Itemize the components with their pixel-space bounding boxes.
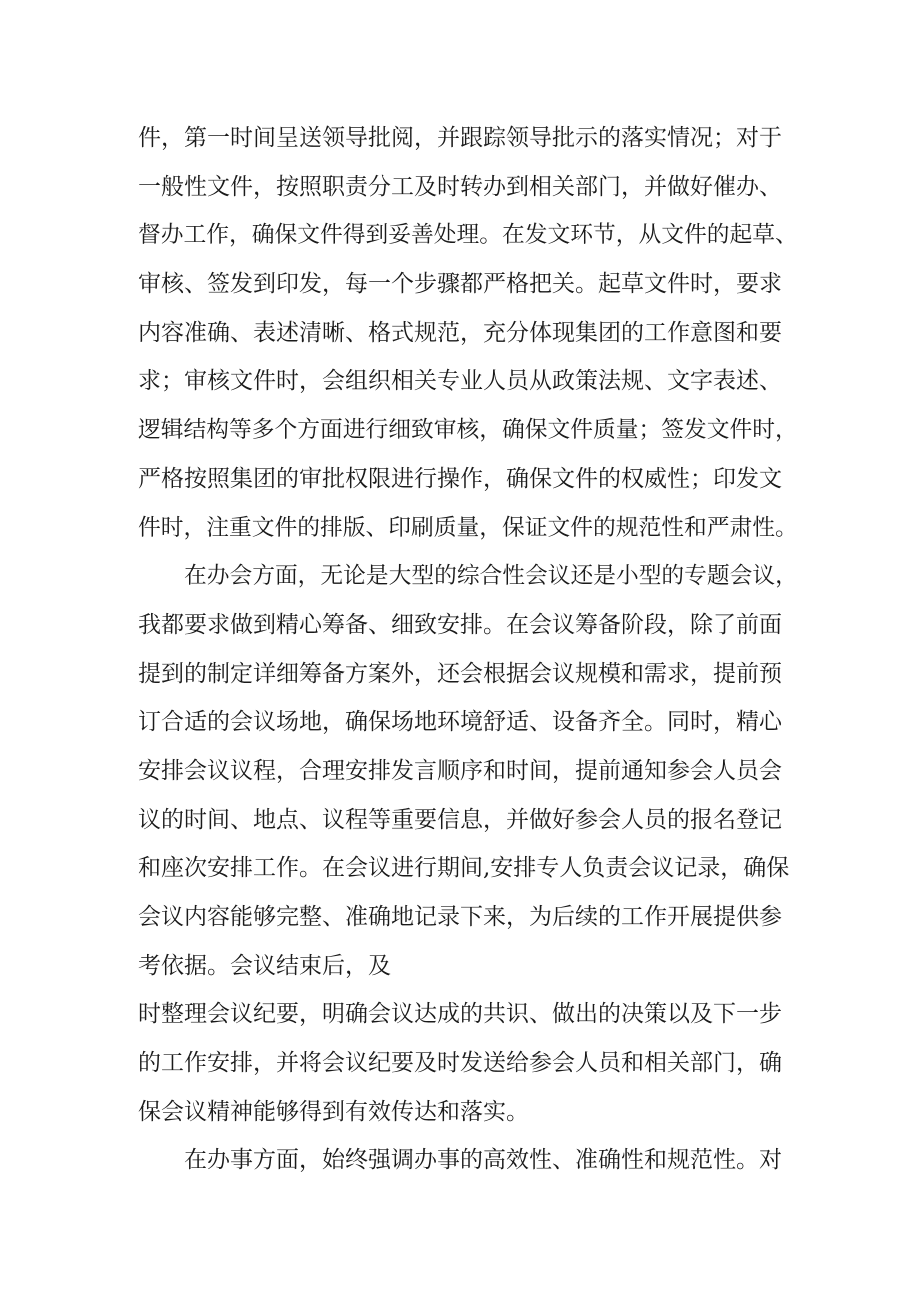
text-line: 议的时间、地点、议程等重要信息，并做好参会人员的报名登记 <box>138 806 782 833</box>
text-line: 的工作安排，并将会议纪要及时发送给参会人员和相关部门，确 <box>138 1050 782 1077</box>
text-line: 审核、签发到印发，每一个步骤都严格把关。起草文件时，要求 <box>138 271 782 298</box>
text-line: 逻辑结构等多个方面进行细致审核，确保文件质量；签发文件时， <box>138 417 798 444</box>
text-line: 在办会方面，无论是大型的综合性会议还是小型的专题会议， <box>184 563 798 590</box>
body-text <box>138 118 798 1189</box>
text-line: 安排会议议程，合理安排发言顺序和时间，提前通知参会人员会 <box>138 757 782 784</box>
text-line: 内容准确、表述清晰、格式规范，充分体现集团的工作意图和要 <box>138 319 782 346</box>
text-line: 提到的制定详细筹备方案外，还会根据会议规模和需求，提前预 <box>138 660 782 687</box>
text-line: 时整理会议纪要，明确会议达成的共识、做出的决策以及下一步 <box>138 1001 782 1028</box>
text-line: 和座次安排工作。在会议进行期间,安排专人负责会议记录，确保 <box>138 855 790 882</box>
text-line: 求；审核文件时，会组织相关专业人员从政策法规、文字表述、 <box>138 368 782 395</box>
text-line: 会议内容能够完整、准确地记录下来，为后续的工作开展提供参 <box>138 904 782 930</box>
text-line: 在办事方面，始终强调办事的高效性、准确性和规范性。对 <box>184 1147 782 1174</box>
text-line: 督办工作，确保文件得到妥善处理。在发文环节，从文件的起草、 <box>138 222 798 249</box>
text-line: 严格按照集团的审批权限进行操作，确保文件的权威性；印发文 <box>138 465 782 492</box>
text-line: 我都要求做到精心筹备、细致安排。在会议筹备阶段，除了前面 <box>138 611 782 638</box>
text-line: 件，第一时间呈送领导批阅，并跟踪领导批示的落实情况；对于 <box>138 125 782 151</box>
text-line: 订合适的会议场地，确保场地环境舒适、设备齐全。同时，精心 <box>138 709 782 736</box>
text-line: 一般性文件，按照职责分工及时转办到相关部门，并做好催办、 <box>138 173 782 200</box>
text-line: 件时，注重文件的排版、印刷质量，保证文件的规范性和严肃性。 <box>138 514 798 541</box>
text-line: 考依据。会议结束后，及 <box>138 952 391 979</box>
text-line: 保会议精神能够得到有效传达和落实。 <box>138 1098 529 1125</box>
